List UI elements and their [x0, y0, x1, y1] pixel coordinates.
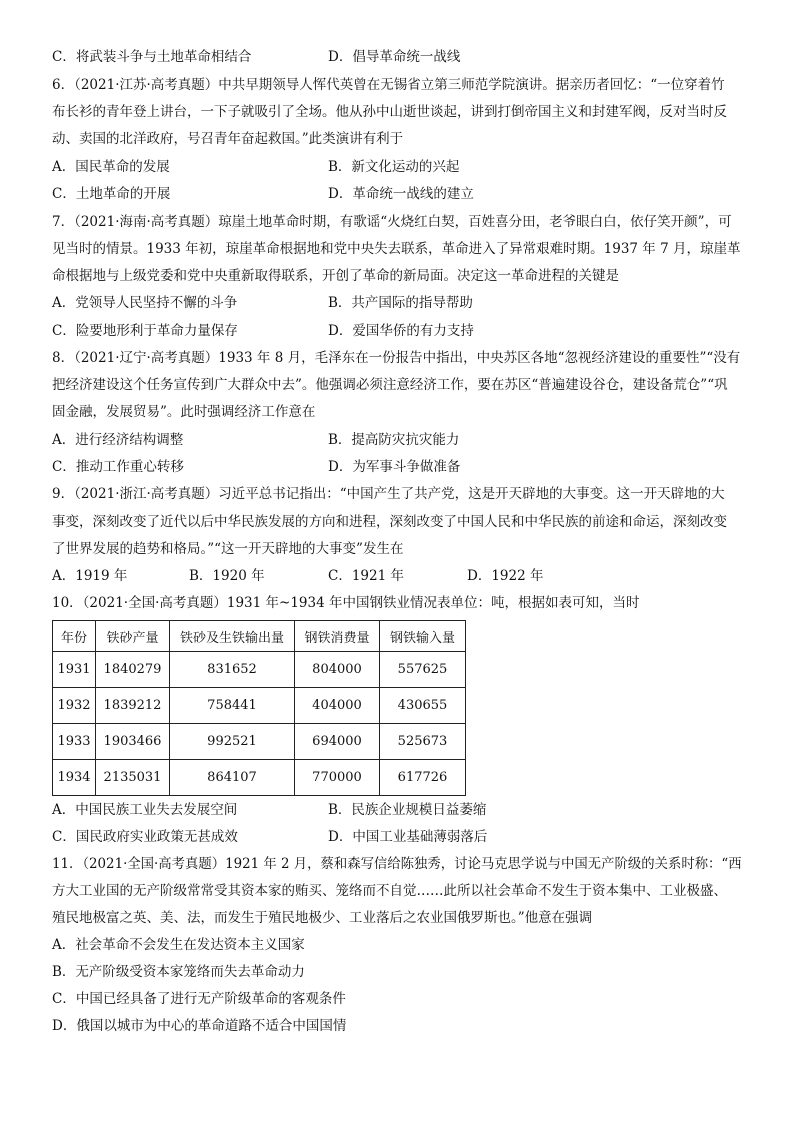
table-cell: 1931 — [53, 652, 96, 688]
table-cell: 1840279 — [96, 652, 170, 688]
q9-option-d: D．1922 年 — [467, 568, 544, 584]
q6-option-b: B．新文化运动的兴起 — [328, 159, 460, 175]
table-cell: 1932 — [53, 688, 96, 724]
q8-stem-line-2: 把经济建设这个任务宣传到广大群众中去”。他强调必须注意经济工作，要在苏区“普遍建设谷仓，建设备荒仓”“巩 — [52, 377, 728, 393]
q7-option-d: D．爱国华侨的有力支持 — [328, 323, 474, 339]
q8-option-c: C．推动工作重心转移 — [52, 459, 184, 475]
table-cell: 831652 — [170, 652, 295, 688]
q9-option-c: C．1921 年 — [328, 568, 404, 584]
q7-stem-line-2: 见当时的情景。1933 年初，琼崖革命根据地和党中央失去联系，革命进入了异常艰难时期。1937 年 7 月，琼崖革 — [52, 241, 741, 257]
q9-stem-line-1: 9．（2021·浙江·高考真题）习近平总书记指出：“中国产生了共产党，这是开天辟地的大事变。这一开天辟地的大 — [52, 486, 725, 502]
q6-stem-line-2: 布长衫的青年登上讲台，一下子就吸引了全场。他从孙中山逝世谈起，讲到打倒帝国主义和封建军阀，反对当时反 — [52, 104, 727, 120]
q8-stem-line-3: 固金融，发展贸易”。此时强调经济工作意在 — [52, 404, 316, 420]
table-cell: 525673 — [380, 724, 466, 760]
table-cell: 804000 — [295, 652, 380, 688]
q6-stem-line-1: 6．（2021·江苏·高考真题）中共早期领导人恽代英曾在无锡省立第三师范学院演讲。据亲历者回忆：“一位穿着竹 — [52, 77, 725, 93]
q5-option-c: C．将武装斗争与土地革命相结合 — [52, 49, 252, 65]
q7-option-c: C．险要地形利于革命力量保存 — [52, 323, 238, 339]
table-header-row — [53, 621, 466, 652]
q7-option-b: B．共产国际的指导帮助 — [328, 295, 473, 311]
table-row — [53, 760, 466, 796]
table-cell: 864107 — [170, 760, 295, 796]
q11-stem-line-2: 方大工业国的无产阶级常常受其资本家的贿买、笼络而不自觉……此所以社会革命不发生于资本集中、工业极盛、 — [52, 883, 727, 899]
q11-option-c: C．中国已经具备了进行无产阶级革命的客观条件 — [52, 991, 346, 1007]
table-cell: 617726 — [380, 760, 466, 796]
q8-stem-line-1: 8．（2021·辽宁·高考真题）1933 年 8 月，毛泽东在一份报告中指出，中央苏区各地“忽视经济建设的重要性”“没有 — [52, 350, 741, 366]
q8-option-b: B．提高防灾抗灾能力 — [328, 432, 460, 448]
table-row — [53, 688, 466, 724]
q7-stem-line-1: 7．（2021·海南·高考真题）琼崖土地革命时期，有歌谣“火烧红白契，百姓喜分田，老爷眼白白，依仔笑开颜”，可 — [52, 214, 732, 230]
q10-option-d: D．中国工业基础薄弱落后 — [328, 829, 488, 845]
q9-stem-line-3: 了世界发展的趋势和格局。”“这一开天辟地的大事变”发生在 — [52, 541, 404, 557]
table-cell: 694000 — [295, 724, 380, 760]
q9-option-a: A．1919 年 — [52, 568, 128, 584]
q10-option-c: C．国民政府实业政策无甚成效 — [52, 829, 238, 845]
q7-option-a: A．党领导人民坚持不懈的斗争 — [52, 295, 238, 311]
table-cell: 770000 — [295, 760, 380, 796]
q10-stem-line-1: 10．（2021·全国·高考真题）1931 年~1934 年中国钢铁业情况表单位：吨，根据如表可知，当时 — [52, 595, 640, 611]
q9-option-b: B．1920 年 — [189, 568, 265, 584]
q9-stem-line-2: 事变，深刻改变了近代以后中华民族发展的方向和进程，深刻改变了中国人民和中华民族的前途和命运，深刻改变 — [52, 514, 727, 530]
q11-option-b: B．无产阶级受资本家笼络而失去革命动力 — [52, 964, 305, 980]
q10-option-a: A．中国民族工业失去发展空间 — [52, 802, 238, 818]
table-header-cell: 铁砂及生铁输出量 — [170, 621, 295, 652]
q8-option-d: D．为军事斗争做准备 — [328, 459, 461, 475]
table-cell: 992521 — [170, 724, 295, 760]
q10-option-b: B．民族企业规模日益萎缩 — [328, 802, 487, 818]
q11-option-d: D．俄国以城市为中心的革命道路不适合中国国情 — [52, 1018, 347, 1034]
table-cell: 430655 — [380, 688, 466, 724]
q11-stem-line-3: 殖民地极富之英、美、法，而发生于殖民地极少、工业落后之农业国俄罗斯也。”他意在强调 — [52, 910, 593, 926]
q11-option-a: A．社会革命不会发生在发达资本主义国家 — [52, 937, 305, 953]
table-row — [53, 652, 466, 688]
table-cell: 1934 — [53, 760, 96, 796]
table-header-cell: 铁砂产量 — [96, 621, 170, 652]
table-cell: 1933 — [53, 724, 96, 760]
table-cell: 1839212 — [96, 688, 170, 724]
table-cell: 758441 — [170, 688, 295, 724]
steel-industry-table — [52, 620, 466, 796]
q11-stem-line-1: 11．（2021·全国·高考真题）1921 年 2 月，蔡和森写信给陈独秀，讨论马克思学说与中国无产阶级的关系时称：“西 — [52, 856, 742, 872]
q6-option-c: C．土地革命的开展 — [52, 186, 171, 202]
q7-stem-line-3: 命根据地与上级党委和党中央重新取得联系，开创了革命的新局面。决定这一革命进程的关键是 — [52, 268, 619, 284]
q8-option-a: A．进行经济结构调整 — [52, 432, 184, 448]
table-header-cell: 钢铁消费量 — [295, 621, 380, 652]
table-cell: 2135031 — [96, 760, 170, 796]
table-cell: 557625 — [380, 652, 466, 688]
table-cell: 404000 — [295, 688, 380, 724]
table-row — [53, 724, 466, 760]
q5-option-d: D．倡导革命统一战线 — [328, 49, 461, 65]
q6-option-a: A．国民革命的发展 — [52, 159, 170, 175]
table-cell: 1903466 — [96, 724, 170, 760]
q6-stem-line-3: 动、卖国的北洋政府，号召青年奋起救国。”此类演讲有利于 — [52, 131, 404, 147]
q6-option-d: D．革命统一战线的建立 — [328, 186, 474, 202]
table-header-cell: 钢铁输入量 — [380, 621, 466, 652]
table-header-cell: 年份 — [53, 621, 96, 652]
